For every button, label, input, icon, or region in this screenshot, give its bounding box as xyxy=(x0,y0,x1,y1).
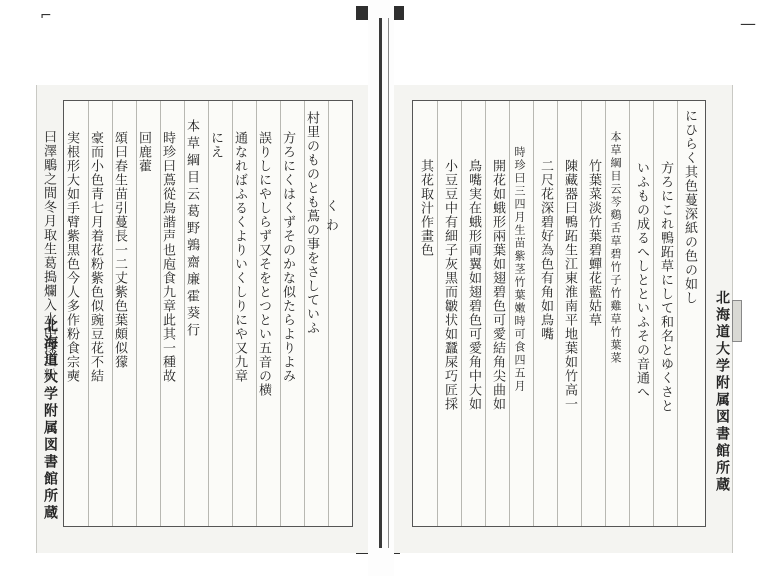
left-col-12: 曰澤鵰之間冬月取生葛搗爛入水中揉出粉 xyxy=(41,130,56,382)
left-col-9: 頌曰春生苗引蔓長一二丈紫色葉頗似獴 xyxy=(112,131,127,369)
left-col-3: 誤りしにやしらず又そをとつとい五音の横 xyxy=(256,131,271,397)
right-edge-tab xyxy=(732,300,742,342)
left-col-10: 豪而小色青七月着花粉紫色似豌豆花不結 xyxy=(88,131,103,383)
gutter-line-thin xyxy=(388,18,389,548)
right-col-2: 方ろにこれ鴨跖草にして和名とゆくさと xyxy=(658,161,673,413)
left-col-8: 回鹿藿 xyxy=(136,131,151,173)
left-col-7: 時珍曰蔦從鳥諧声也庖食九章此其一種故 xyxy=(160,131,175,383)
right-col-11: 小豆豆中有細子灰黒而皺状如蠶屎巧匠採 xyxy=(442,159,457,411)
right-col-7: 二尺花深碧好為色有角如鳥嘴 xyxy=(538,159,553,341)
right-text-frame xyxy=(412,100,706,527)
right-col-1: にひらく其色蔓深紙の色の如し xyxy=(682,109,697,305)
right-col-5: 竹葉菜淡竹葉碧蟬花藍姑草 xyxy=(586,159,601,327)
right-col-9: 開花如蛾形兩葉如翅碧色可愛結角尖曲如 xyxy=(490,159,505,411)
left-col-6: 本草綱目云葛野鶉齋廉霍葵行 xyxy=(184,119,199,340)
left-library-stamp: 北海道大学附属図書館所蔵 xyxy=(42,318,58,522)
left-col-4: 通なればふるくよりいくしりにや又九章 xyxy=(232,131,247,383)
right-col-3: いふもの成るへしとといふその音通へ xyxy=(634,161,649,399)
right-col-4: 本草綱目云芩鷄舌草碧竹子竹雞草竹葉菜 xyxy=(609,131,622,365)
left-text-frame xyxy=(63,100,353,527)
left-col-1: 村里のものとも蔦の事をさしていふ xyxy=(304,111,319,335)
right-col-6: 陳藏器曰鴨跖生江東淮南平地葉如竹高一 xyxy=(562,159,577,411)
gutter-line xyxy=(379,18,382,548)
right-col-8: 時珍曰三四月生苗紫茎竹葉嫩時可食四五月 xyxy=(513,146,526,393)
left-heading: くわ xyxy=(323,199,338,237)
left-col-5: にえ xyxy=(208,131,223,159)
left-col-2: 方ろにくはくずそのかな似たらよりよみ xyxy=(280,131,295,383)
right-corner-tick: — xyxy=(740,14,756,33)
right-col-10: 鳥嘴実在蛾形両翼如翅碧色可愛角中大如 xyxy=(466,159,481,411)
corner-tick: ⌐ xyxy=(40,8,52,24)
right-library-stamp: 北海道大学附属図書館所蔵 xyxy=(714,290,730,494)
right-col-12: 其花取汁作畫色 xyxy=(418,159,433,257)
left-col-11: 実根形大如手臂紫黒色今人多作粉食宗奭 xyxy=(64,131,79,383)
